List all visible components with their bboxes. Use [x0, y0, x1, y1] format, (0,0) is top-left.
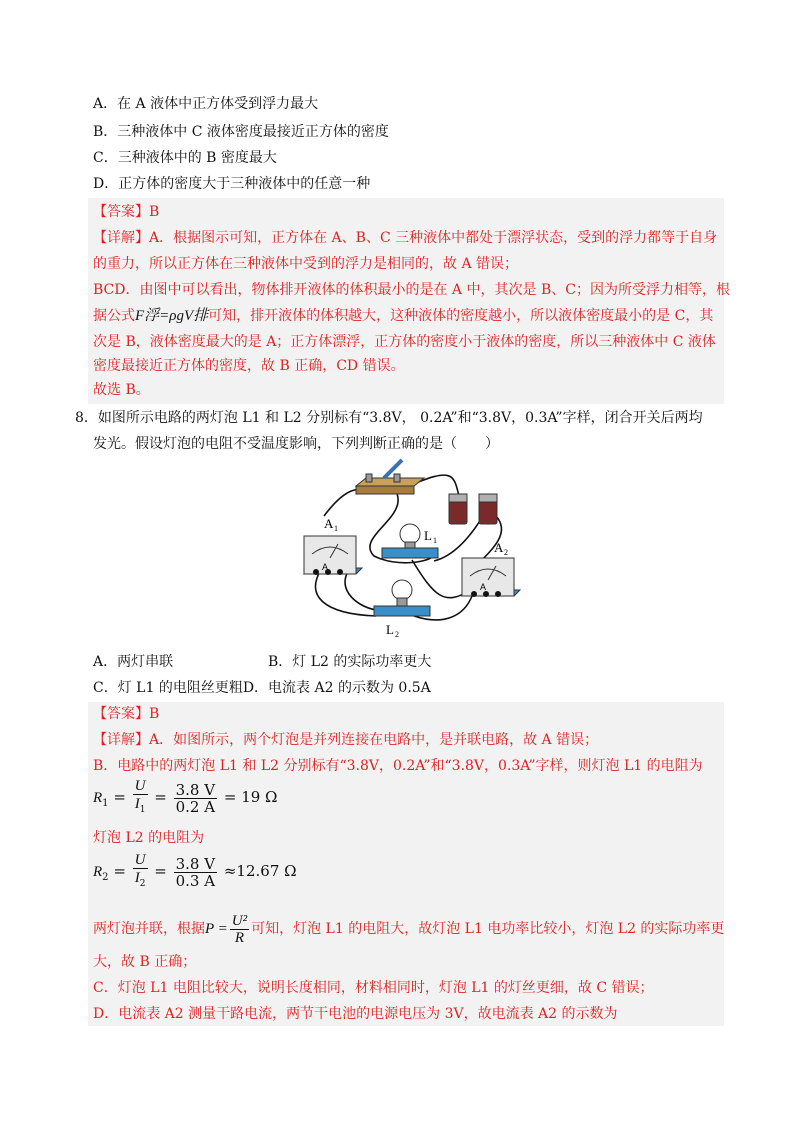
q8-stem-2: 发光。假设灯泡的电阻不受温度影响，下列判断正确的是（ ）: [93, 436, 499, 452]
label-a1-sub: 1: [334, 524, 338, 533]
r1-num: U: [134, 778, 146, 794]
q8-detail-b: B．电路中的两灯泡 L1 和 L2 分别标有“3.8V，0.2A”和“3.8V，0.3A”字样，则灯泡 L1 的电阻为: [93, 758, 703, 774]
q7-detail-3: BCD．由图中可以看出，物体排开液体的体积最小的是在 A 中，其次是 B、C；因为所受浮力相等，根: [93, 282, 730, 298]
r1-num2: 3.8 V: [175, 780, 216, 799]
q7-buoyancy-formula: F浮=ρgV排: [135, 308, 209, 324]
r1-formula: $R_1$ = $\frac{U}{I_1}$ = $\frac{3.8 V}{0.2 A}$ = 19 Ω: [93, 778, 278, 816]
q7-detail-6: 密度最接近正方体的密度，故 B 正确，CD 错误。: [93, 358, 405, 374]
q8-option-a: A．两灯串联: [93, 654, 174, 670]
r2-den-sub: 2: [139, 879, 146, 889]
q8-option-cd: C．灯 L1 的电阻丝更粗D．电流表 A2 的示数为 0.5A: [93, 680, 431, 696]
power-formula: [205, 912, 251, 946]
bulb-l2-icon: [374, 580, 430, 616]
q7-answer: 【答案】B: [93, 204, 160, 220]
q7-option-d: D．正方体的密度大于三种液体中的任意一种: [93, 176, 371, 192]
ammeter-a1-face-label: A: [322, 562, 329, 572]
r2-lhs-sub: 2: [102, 872, 109, 883]
label-l1-sub: 1: [433, 536, 437, 545]
label-l2-sub: 2: [395, 630, 399, 639]
parallel-a: 两灯泡并联，根据: [93, 921, 205, 937]
r2-lhs: R: [93, 864, 103, 880]
r2-num: U: [134, 852, 146, 868]
r2-den: I: [134, 870, 140, 886]
r1-den: I: [134, 796, 140, 812]
r2-formula: $R_2$ = $\frac{U}{I_2}$ = $\frac{3.8 V}{0.3 A}$ ≈12.67 Ω: [93, 852, 297, 890]
battery-icon: [449, 494, 497, 524]
l2-resistance-label: 灯泡 L2 的电阻为: [93, 830, 205, 846]
parallel-b: 可知，灯泡 L1 的电阻大，故灯泡 L1 电功率比较小，灯泡 L2 的实际功率更: [251, 921, 725, 937]
q8-answer: 【答案】B: [93, 706, 160, 722]
q8-stem-1: 8．如图所示电路的两灯泡 L1 和 L2 分别标有“3.8V， 0.2A”和“3.8V，0.3A”字样，闭合开关后两均: [75, 410, 703, 426]
r1-lhs: R: [93, 790, 103, 806]
r1-den-sub: 1: [139, 805, 146, 815]
power-den: R: [234, 929, 245, 946]
label-a2-sub: 2: [504, 548, 508, 557]
q7-detail-1: 【详解】A．根据图示可知，正方体在 A、B、C 三种液体中都处于漂浮状态，受到的浮力都等于自身: [93, 230, 718, 246]
r2-result: ≈12.67 Ω: [223, 862, 297, 880]
q7-option-c: C．三种液体中的 B 密度最大: [93, 150, 277, 166]
q7-detail-5: 次是 B，液体密度最大的是 A；正方体漂浮，正方体的密度小于液体的密度，所以三种液体中 C 液体: [93, 334, 716, 350]
q7-detail-2: 的重力，所以正方体在三种液体中受到的浮力是相同的，故 A 错误；: [93, 256, 519, 272]
ammeter-a1-icon: [304, 536, 362, 575]
q8-parallel-c: 大，故 B 正确；: [93, 954, 197, 970]
label-a2: A: [494, 540, 504, 555]
switch-icon: [356, 460, 424, 494]
q7-option-a: A．在 A 液体中正方体受到浮力最大: [93, 96, 319, 112]
q8-parallel-line: [93, 910, 724, 947]
q8-detail-c: C．灯泡 L1 电阻比较大，说明长度相同，材料相同时，灯泡 L1 的灯丝更细，故 C 错误；: [93, 980, 654, 996]
q7-detail-4: [93, 306, 713, 326]
label-l1: L: [424, 528, 432, 543]
label-a1: A: [324, 516, 334, 531]
label-l2: L: [386, 622, 394, 637]
ammeter-a2-icon: [462, 558, 520, 597]
q7-detail-7: 故选 B。: [93, 382, 150, 398]
r1-den2: 0.2 A: [175, 797, 216, 816]
q8-detail-a: 【详解】A．如图所示，两个灯泡是并列连接在电路中，是并联电路，故 A 错误；: [93, 732, 599, 748]
r1-lhs-sub: 1: [102, 798, 109, 809]
q7-formula-prefix: 据公式: [93, 308, 135, 324]
r1-result: = 19 Ω: [223, 788, 278, 806]
ammeter-a2-face-label: A: [480, 582, 487, 592]
q7-detail-4-text: 可知，排开液体的体积越大，这种液体的密度越小，所以液体密度最小的是 C，其: [208, 308, 714, 324]
q8-detail-d: D．电流表 A2 测量干路电流，两节干电池的电源电压为 3V，故电流表 A2 的示数为: [93, 1006, 618, 1022]
r2-num2: 3.8 V: [175, 854, 216, 873]
power-lhs: P =: [205, 921, 228, 937]
r2-den2: 0.3 A: [175, 871, 216, 890]
power-num: U²: [231, 912, 248, 929]
circuit-diagram: [294, 456, 534, 646]
q8-option-b: B．灯 L2 的实际功率更大: [268, 654, 432, 670]
q7-option-b: B．三种液体中 C 液体密度最接近正方体的密度: [93, 124, 389, 140]
